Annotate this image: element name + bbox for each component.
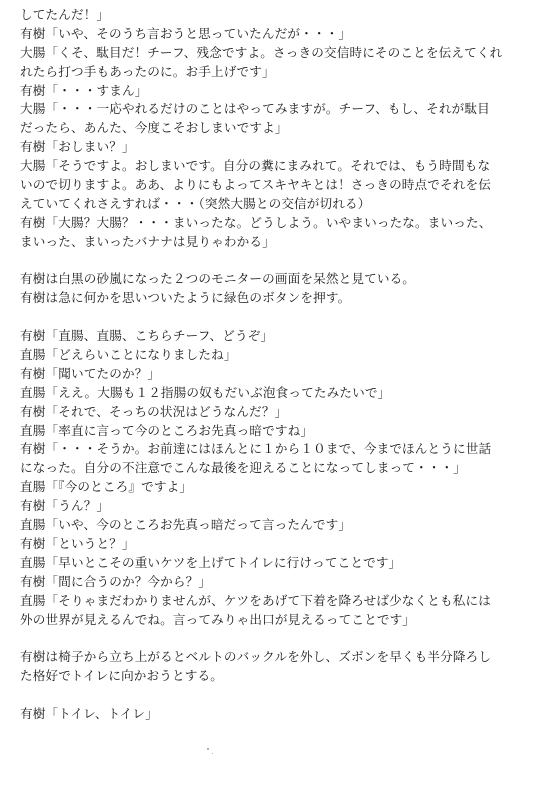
script-line: 有樹「いや、そのうち言おうと思っていたんだが・・・」 [20, 25, 352, 41]
script-line: 有樹は白黒の砂嵐になった２つのモニターの画面を呆然と見ている。 [20, 271, 416, 287]
script-line: 有樹「・・・すまん」 [20, 82, 148, 98]
scan-speck [212, 753, 213, 754]
script-line: 直腸「早いとこその重いケツを上げてトイレに行けってことです」 [20, 554, 402, 570]
script-line: まいった、まいったバナナは見りゃわかる」 [20, 233, 275, 249]
script-line: れたら打つ手もあったのに。お手上げです」 [20, 63, 275, 79]
script-line: 大腸「・・・一応やれるだけのことはやってみますが。チーフ、もし、それが駄目 [20, 101, 490, 117]
script-line: 有樹「間に合うのか？今から？」 [20, 573, 212, 589]
scan-speck [207, 748, 209, 750]
script-line: 有樹「うん？」 [20, 498, 110, 514]
script-line: いので切りますよ。ああ、よりにもよってスキヤキとは！さっきの時点でそれを伝 [20, 177, 492, 193]
script-line: だったら、あんた、今度こそおしまいですよ」 [20, 120, 288, 136]
script-line: 有樹「大腸？大腸？・・・まいったな。どうしよう。いやまいったな。まいった、 [20, 214, 492, 230]
script-line: 有樹「というと？」 [20, 535, 135, 551]
script-line: 直腸「どえらいことになりましたね」 [20, 347, 237, 363]
blank-line [20, 686, 530, 705]
script-line: 有樹「聞いてたのか？」 [20, 365, 161, 381]
script-line: えていてくれさえすれば・・・（突然大腸との交信が切れる） [20, 195, 371, 211]
script-line: 有樹「トイレ、トイレ」 [20, 705, 158, 721]
blank-line [20, 629, 530, 648]
blank-line [20, 252, 530, 271]
script-line: してたんだ！」 [20, 7, 110, 22]
script-line: 直腸「率直に言って今のところお先真っ暗ですね」 [20, 422, 314, 438]
script-line: 大腸「そうですよ。おしまいです。自分の糞にまみれて。それでは、もう時間もな [20, 158, 491, 174]
script-line: 直腸「いや、今のところお先真っ暗だって言ったんです」 [20, 517, 352, 533]
script-line: 有樹「・・・そうか。お前達にはほんとに１から１０まで、今までほんとうに世話 [20, 441, 492, 457]
script-line: 有樹「それで、そっちの状況はどうなんだ？」 [20, 403, 288, 419]
script-line: 有樹「おしまい？」 [20, 139, 135, 155]
script-body [20, 6, 530, 724]
script-line: 直腸「そりゃまだわかりませんが、ケツをあげて下着を降ろせば少なくとも私には [20, 592, 492, 608]
script-line: 外の世界が見えるんでね。言ってみりゃ出口が見えるってことです」 [20, 611, 416, 627]
script-line: 有樹「直腸、直腸、こちらチーフ、どうぞ」 [20, 328, 274, 344]
script-line: た格好でトイレに向かおうとする。 [20, 668, 224, 684]
script-line: 直腸「『今のところ』ですよ」 [20, 479, 193, 495]
script-line: 有樹は急に何かを思いついたように緑色のボタンを押す。 [20, 290, 351, 306]
blank-line [20, 308, 530, 327]
script-line: になった。自分の不注意でこんな最後を迎えることになってしまって・・・」 [20, 460, 467, 476]
script-line: 有樹は椅子から立ち上がるとベルトのバックルを外し、ズボンを早くも半分降ろし [20, 649, 492, 665]
script-line: 大腸「くそ、駄目だ！チーフ、残念ですよ。さっきの交信時にそのことを伝えてくれ [20, 44, 503, 60]
script-line: 直腸「ええ。大腸も１２指腸の奴もだいぶ泡食ってたみたいで」 [20, 384, 391, 400]
